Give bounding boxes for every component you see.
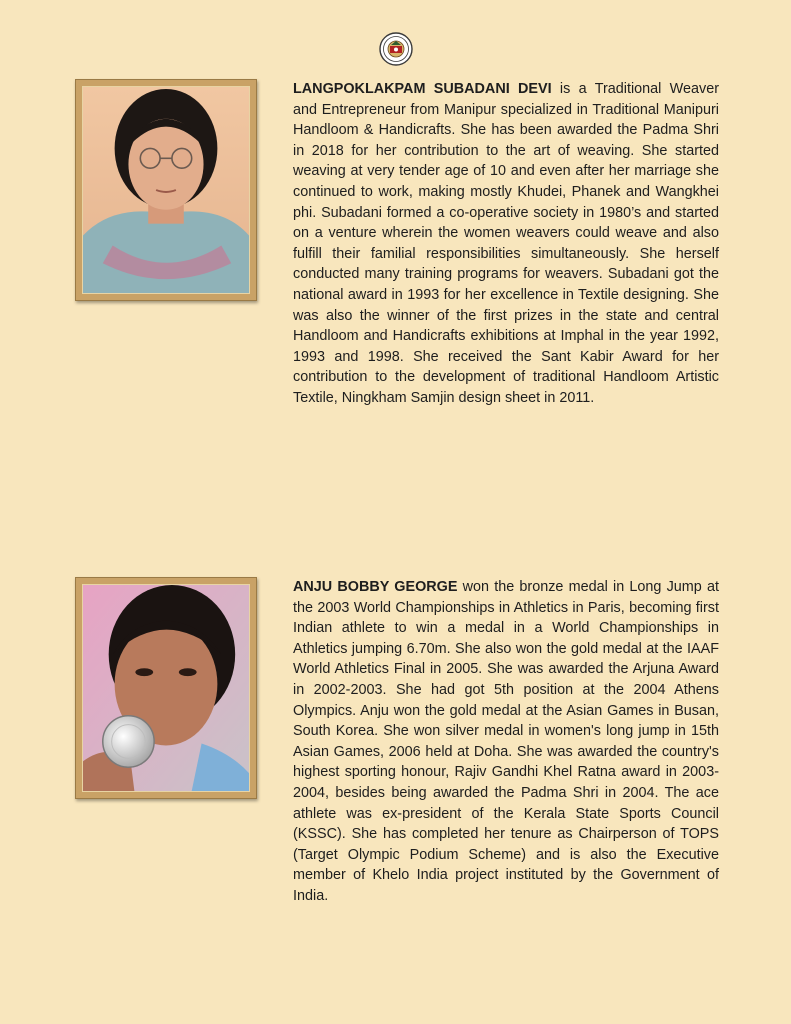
bio-anju-bobby-george (293, 577, 719, 907)
bio-text: is a Traditional Weaver and Entrepreneur from Manipur specialized in Traditional Manipuri Handloom & Handicrafts. She has been awarded the Padma Shri in 2018 for her contribution to the art of weaving. She started weaving at very tender age of 10 and even after her marriage she continued to work, making mostly Khudei, Phanek and Wangkhei phi. Subadani formed a co-operative society in 1980’s and started on a venture wherein the women weavers could weave and also fulfill their familial responsibilities simultaneously. She herself conducted many training programs for weavers. Subadani got the national award in 1993 for her excellence in Textile designing. She was also the winner of the first prizes in the state and central Handloom and Handicrafts exhibitions at Imphal in the year 1992, 1993 and 1998. She received the Sant Kabir Award for her contribution to the development of traditional Handloom Artistic Textile, Ningkham Samjin design sheet in 2011. (293, 81, 719, 406)
portrait-frame-subadani (75, 79, 257, 301)
emblem-icon (379, 32, 413, 66)
portrait-frame-anju (75, 577, 257, 799)
portrait-subadani-devi (82, 86, 250, 294)
bio-subadani-devi (293, 79, 719, 409)
person-name: LANGPOKLAKPAM SUBADANI DEVI (293, 81, 552, 97)
portrait-anju-bobby-george (82, 584, 250, 792)
person-name: ANJU BOBBY GEORGE (293, 579, 458, 595)
bio-text: won the bronze medal in Long Jump at the 2003 World Championships in Athletics in Paris, becoming first Indian athlete to win a medal in a World Championships in Athletics jumping 6.70m. She also won the gold medal at the IAAF World Athletics Final in 2005. She was awarded the Arjuna Award in 2002-2003. She had got 5th position at the 2004 Athens Olympics. Anju won the gold medal at the Asian Games in Busan, South Korea. She won silver medal in women's long jump in 15th Asian Games, 2006 held at Doha. She was awarded the country's highest sporting honour, Rajiv Gandhi Khel Ratna award in 2003-2004, besides being awarded the Padma Shri in 2004. The ace athlete was ex-president of the Kerala State Sports Council (KSSC). She has completed her tenure as Chairperson of TOPS (Target Olympic Podium Scheme) and is also the Executive member of Khelo India project instituted by the Government of India. (293, 579, 719, 904)
